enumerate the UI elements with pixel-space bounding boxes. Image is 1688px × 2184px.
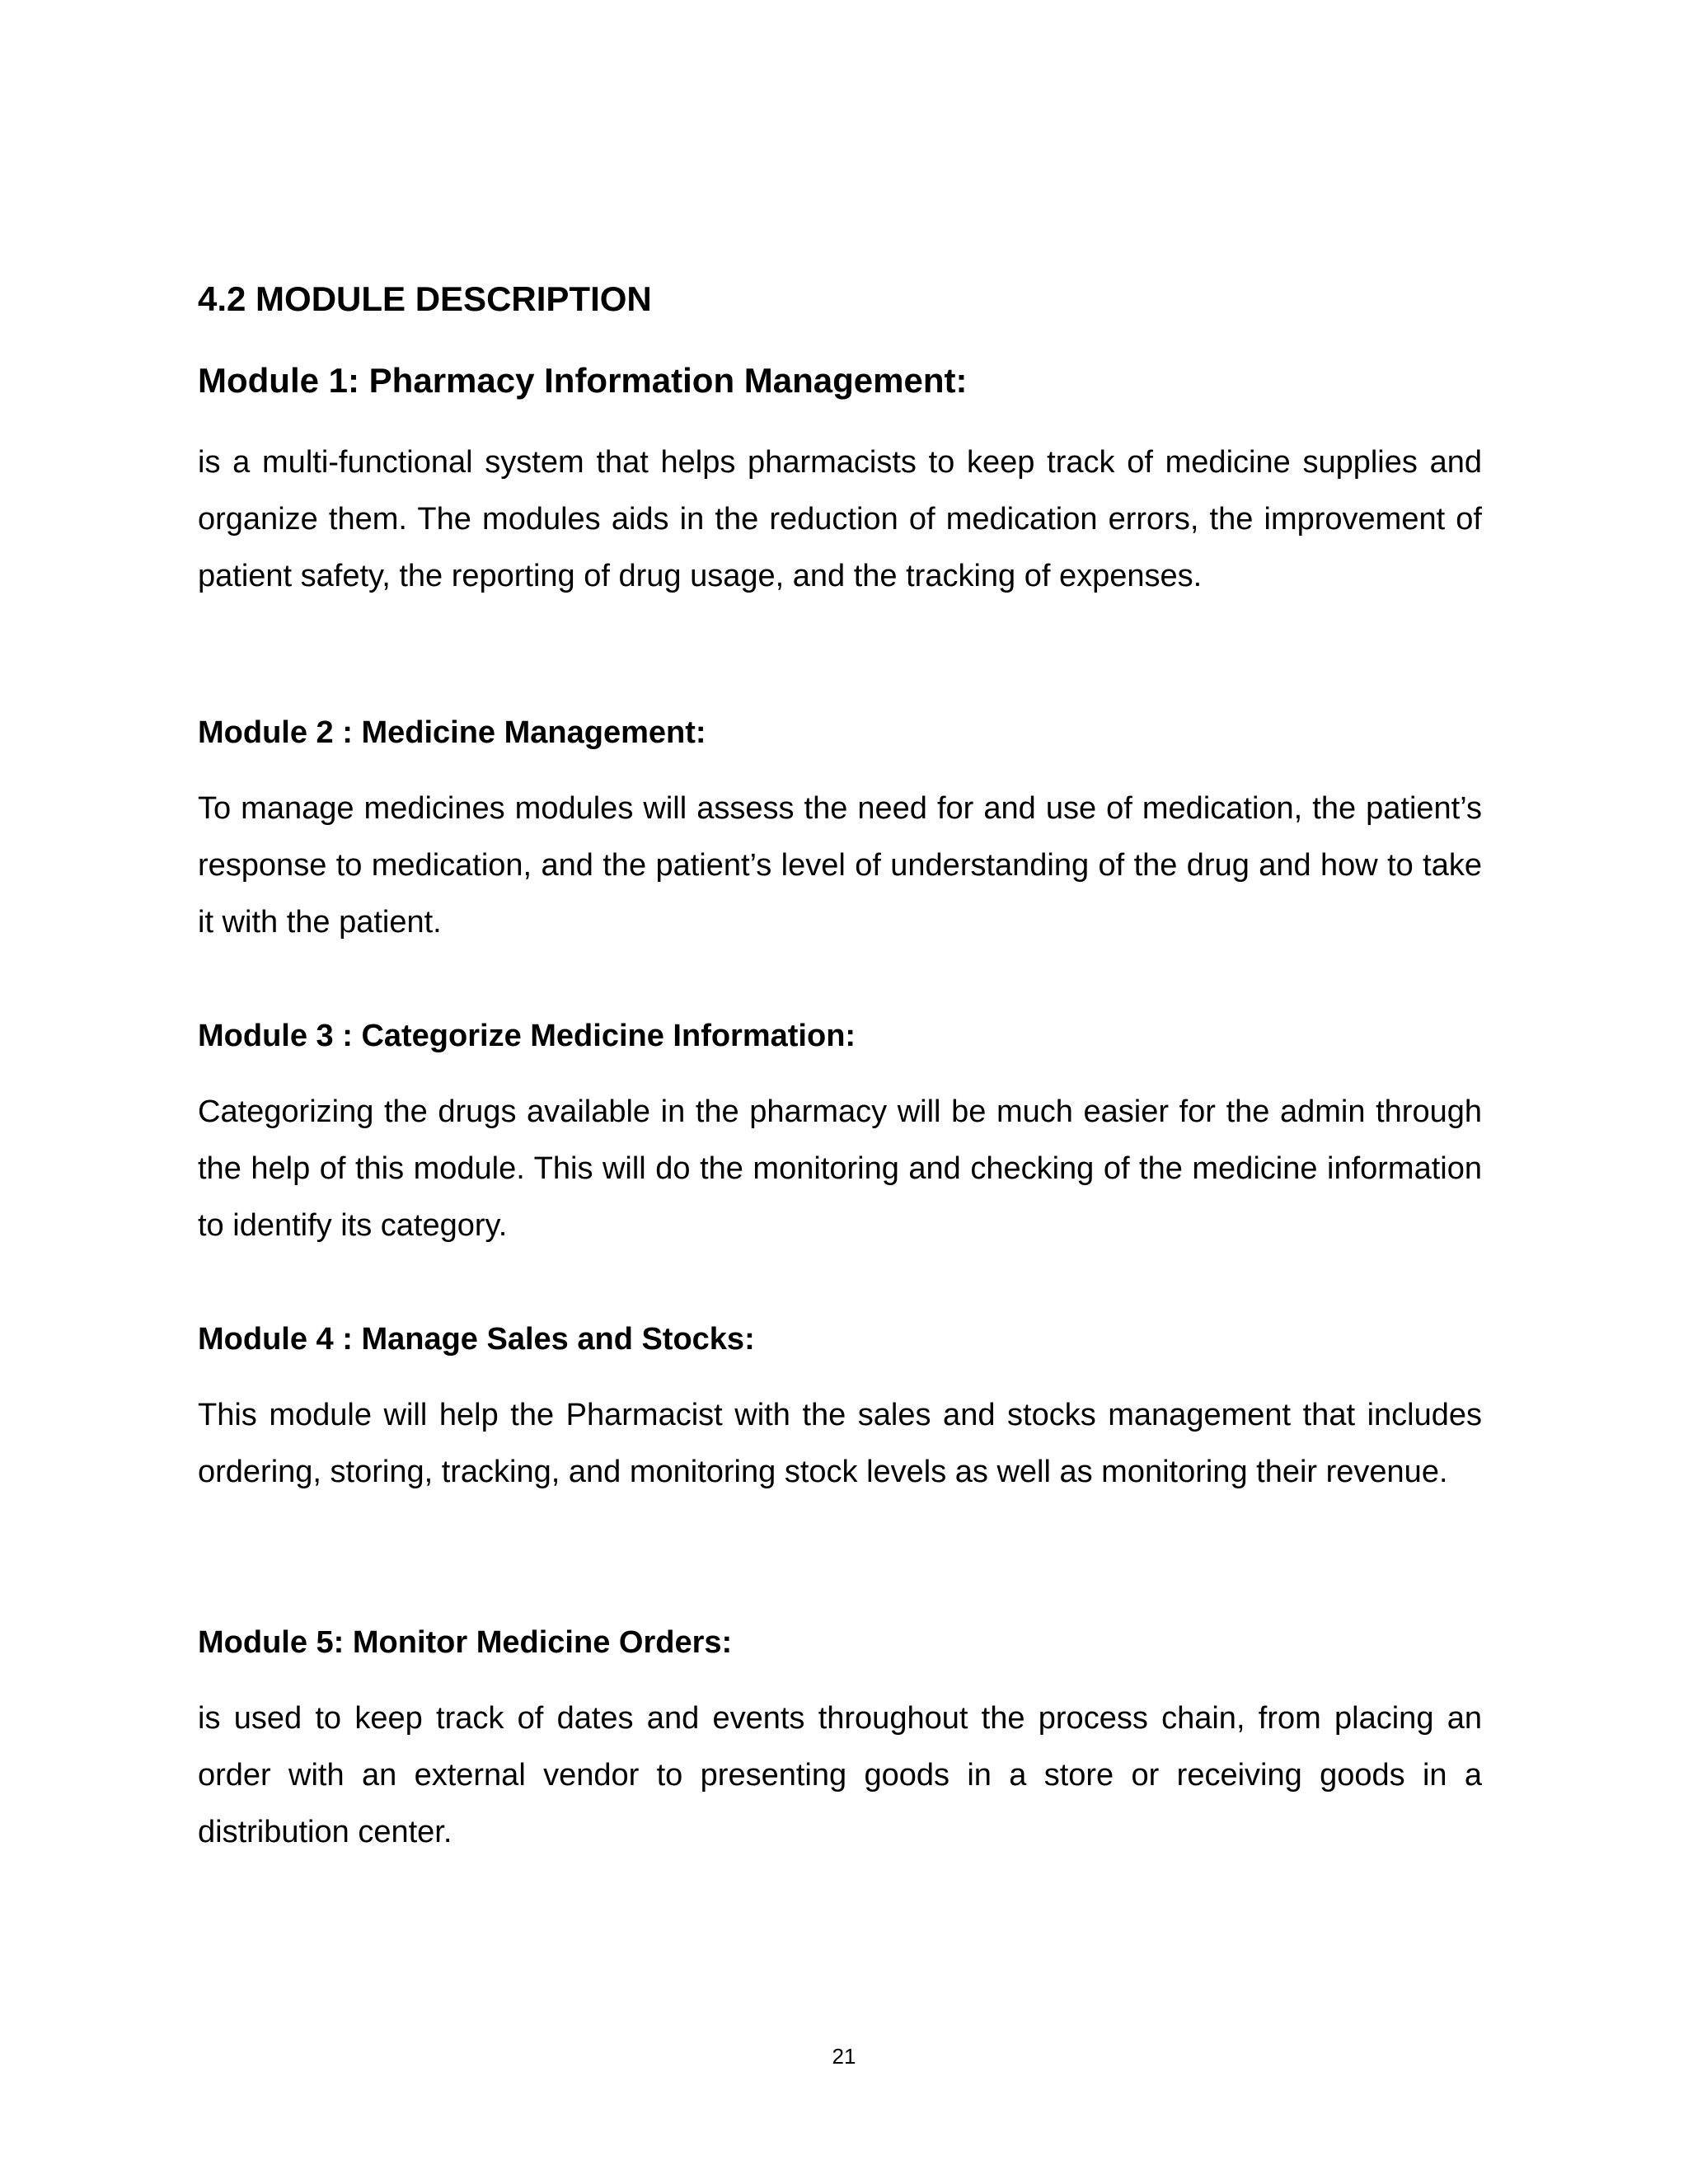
page-number: 21 bbox=[832, 2044, 856, 2069]
module-2-title: Module 2 : Medicine Management: bbox=[198, 715, 706, 750]
section-heading: 4.2 MODULE DESCRIPTION bbox=[198, 279, 652, 318]
module-4-description: This module will help the Pharmacist with the sales and stocks management that includes ordering, storing, tracking, and monitoring stock levels as well as monitoring their revenue. bbox=[198, 1398, 1482, 1489]
module-4-title: Module 4 : Manage Sales and Stocks: bbox=[198, 1322, 755, 1357]
module-1-title: Module 1: Pharmacy Information Management: bbox=[198, 361, 968, 400]
module-3-title: Module 3 : Categorize Medicine Information: bbox=[198, 1019, 856, 1053]
module-3-description: Categorizing the drugs available in the pharmacy will be much easier for the admin through the help of this module. This will do the monitoring and checking of the medicine information to identify its category. bbox=[198, 1094, 1482, 1243]
module-2-description: To manage medicines modules will assess the need for and use of medication, the patient’s response to medication, and the patient’s level of understanding of the drug and how to take it with the patient. bbox=[198, 791, 1482, 940]
module-5-description: is used to keep track of dates and events throughout the process chain, from placing an order with an external vendor to presenting goods in a store or receiving goods in a distribution center. bbox=[198, 1701, 1482, 1849]
module-5-title: Module 5: Monitor Medicine Orders: bbox=[198, 1625, 733, 1660]
module-1-description: is a multi-functional system that helps pharmacists to keep track of medicine supplies and organize them. The modules aids in the reduction of medication errors, the improvement of patient safety, the reporting of drug usage, and the tracking of expenses. bbox=[198, 445, 1482, 593]
